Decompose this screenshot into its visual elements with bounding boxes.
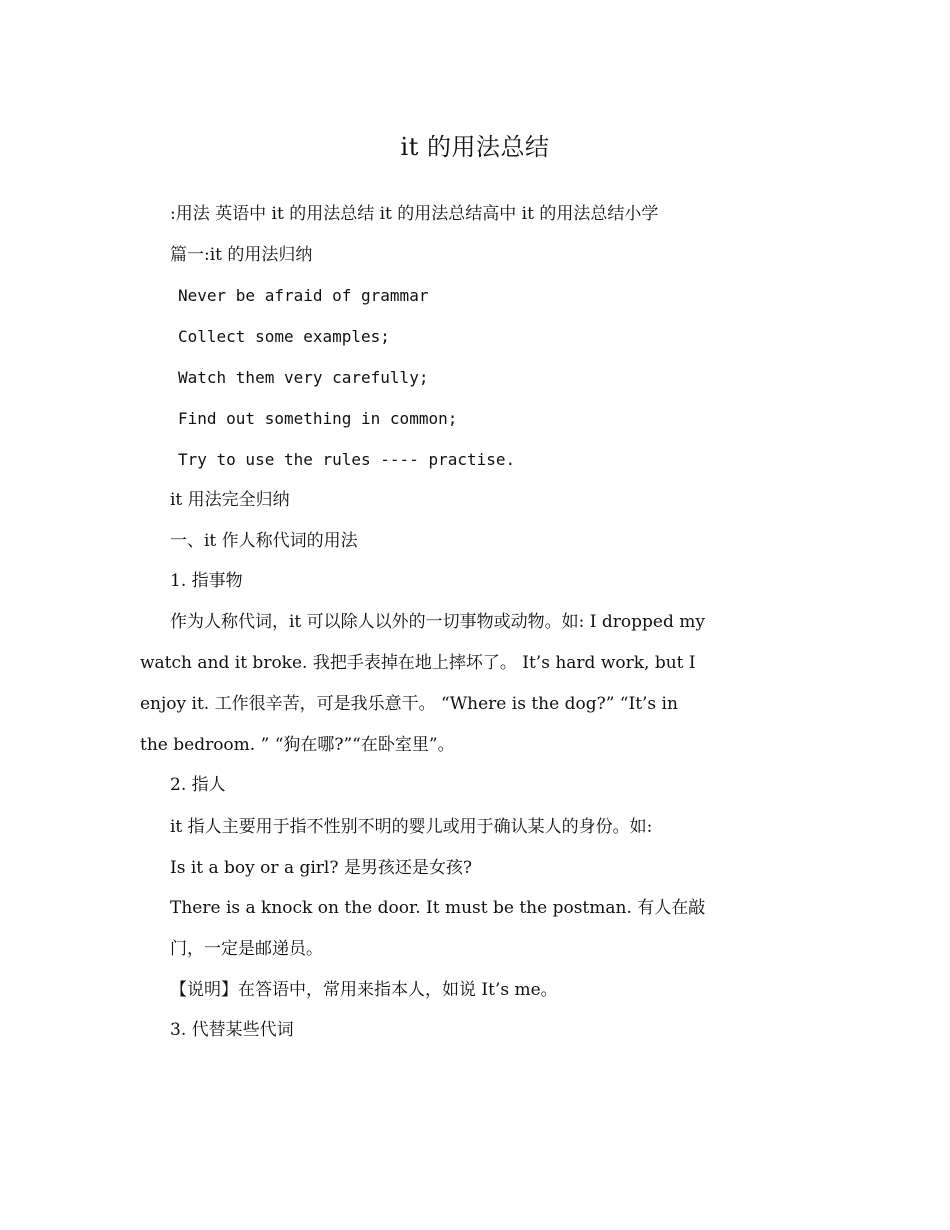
note-line: 【说明】在答语中，常用来指本人，如说 It’s me。 bbox=[170, 980, 558, 1000]
subheading: it 用法完全归纳 bbox=[170, 490, 290, 510]
document-title: it 的用法总结 bbox=[400, 133, 550, 161]
example-line: There is a knock on the door. It must be the postman. 有人在敲 bbox=[170, 898, 706, 918]
tip-line: Never be afraid of grammar bbox=[178, 286, 429, 305]
numbered-heading: 1. 指事物 bbox=[170, 571, 243, 591]
keywords-line: :用法 英语中 it 的用法总结 it 的用法总结高中 it 的用法总结小学 bbox=[170, 204, 659, 224]
tip-line: Watch them very carefully; bbox=[178, 368, 429, 387]
tip-line: Collect some examples; bbox=[178, 327, 390, 346]
section-heading: 篇一:it 的用法归纳 bbox=[170, 245, 313, 265]
tip-line: Find out something in common; bbox=[178, 409, 458, 428]
paragraph-line: 作为人称代词，it 可以除人以外的一切事物或动物。如: I dropped my bbox=[170, 612, 706, 632]
numbered-heading: 2. 指人 bbox=[170, 775, 226, 795]
paragraph-line: the bedroom. ” “狗在哪?”“在卧室里”。 bbox=[140, 735, 455, 755]
paragraph-line: it 指人主要用于指不性别不明的婴儿或用于确认某人的身份。如: bbox=[170, 817, 653, 837]
numbered-heading: 3. 代替某些代词 bbox=[170, 1020, 294, 1040]
tip-line: Try to use the rules ---- practise. bbox=[178, 450, 516, 469]
subheading: 一、it 作人称代词的用法 bbox=[170, 531, 358, 551]
example-line: Is it a boy or a girl? 是男孩还是女孩? bbox=[170, 858, 472, 878]
paragraph-line: watch and it broke. 我把手表掉在地上摔坏了。 It’s hard work, but I bbox=[140, 653, 696, 673]
paragraph-line: enjoy it. 工作很辛苦，可是我乐意干。 “Where is the dog?” “It’s in bbox=[140, 694, 678, 714]
example-line: 门，一定是邮递员。 bbox=[170, 939, 323, 959]
